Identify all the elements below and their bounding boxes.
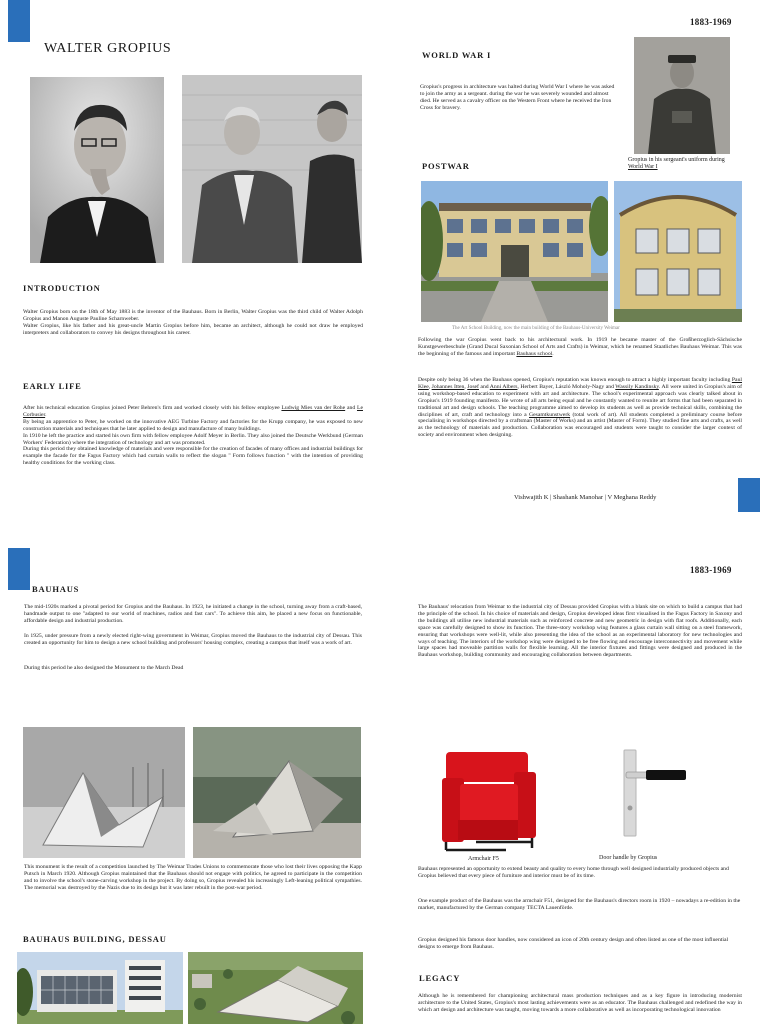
link-anni-albers[interactable]: Anni Albers [489,383,518,390]
door-handle-text: Gropius designed his famous door handles, now considered an icon of 20th century design and often listed as one of the most influential designs to emerge from Bauhaus. [418,937,729,950]
bauhaus-dessau-aerial-photo [188,952,363,1024]
uniform-photo-caption: Gropius in his sergeant's uniform during World War I [628,157,725,170]
world-war-text: Gropius's progress in architecture was halted during World War I where he was asked to join the army as a sergeant. during the war he was severely wounded and almost died. He served as a cavalry officer on the Western Front where he received the Iron Cross for bravery. [420,84,615,111]
years-label: 1883-1969 [690,17,732,27]
page-title: WALTER GROPIUS [44,41,172,56]
gropius-uniform-photo [634,37,730,154]
postwar-paragraph-1: Following the war Gropius went back to his architectural work. In 1919 he became master of the Großherzoglich-Sächsische Kunstgewerbeschule (Grand Ducal Saxonian School of Arts and Crafts) in Weimar, which he renamed Staatliches Bauhaus Weimar. This was the beginning of the famous and important Bauhaus school. [418,337,742,357]
page-gap [0,512,768,548]
gropius-portrait-photo [30,77,164,263]
building-photo-caption: The Art School Building, now the main building of the Bauhaus-University Weimar [452,326,620,331]
blue-tab-top-left [8,0,30,42]
link-gesamtkunstwerk[interactable]: Gesamtkunstwerk [529,411,571,418]
early-life-text [23,405,363,467]
legacy-heading: LEGACY [419,973,461,983]
early-life-paragraph: In 1910 he left the practice and started his own firm with fellow employee Adolf Meyer in Berlin. They also joined the Deutsche Werkbund (German Workers' Federation) where the integration of technology and art was promoted. [23,432,363,446]
bauhaus-text [24,604,362,675]
monument-photo-1 [23,727,185,858]
link-mies-van-der-rohe[interactable]: Ludwig Mies van der Rohe [281,405,346,411]
blue-tab-bottom-right [738,478,760,512]
author-credits: Vishwajith K | Shashank Manohar | V Meghana Reddy [514,494,657,501]
link-johannes-itten[interactable]: Johannes Itten [431,383,465,390]
early-life-paragraph: During this period they obtained knowledge of materials and were responsible for the creation of facades of many offices and industrial buildings for example the facade for the Fagus Factory which had curtain walls to reflect the slogan " Form follows function " with the intention of providing healthy conditions for the working class. [23,446,363,467]
gropius-with-colleague-photo [182,75,362,263]
dessau-text: The Bauhaus' relocation from Weimar to the industrial city of Dessau provided Gropius with a blank site on which to build a campus that had the principle of the school. In his choice of materials and design, Gropius developed ideas first visualised in the Fagus Factory in Saxony and the buildings all utilise new industrial materials such as reinforced concrete and new geometric in design with flat roofs. Additionally, each space was carefully designed to show its function. The three-story workshop wing features a glass curtain wall sitting on a steel framework, ensuring that workshops were well-lit, while also presenting the idea of the school as an experimental laboratory for new technologies and ways of teaching. The interiors of the workshop wing were designed to be free flowing and encourage interconnectivity and movement while large spaces had moveable partition walls for flexible learning. All the interior fixtures and fittings were designed and produced in the Bauhaus workshop, building community and encouraging collaboration between departments. [418,604,742,659]
early-life-paragraph: After his technical education Gropius joined Peter Behren's firm and worked closely with his fellow employee Ludwig Mies van der Rohe and Le Corbusier. [23,405,363,418]
armchair-text: One example product of the Bauhaus was the armchair F51, designed for the Bauhaus's directors room in 1920 – nowadays a re-edition in the market, manufactured by the German company TECTA Lauenförde. [418,898,741,911]
bauhaus-paragraph: The mid-1920s marked a pivotal period for Gropius and the Bauhaus. In 1923, he initiated a change in the school, turning away from a craft-based, handmade output to one "adapted to our world of machines, radios and fast cars". To achieve this aim, he placed a new focus on functionable, affordable design and industrial production. [24,604,362,624]
armchair-f5-photo [436,744,542,852]
link-josef[interactable]: Josef [467,383,479,390]
armchair-caption: Armchair F5 [468,856,499,862]
bauhaus-heading: BAUHAUS [32,584,80,594]
bauhaus-building-heading: BAUHAUS BUILDING, DESSAU [23,934,167,944]
early-life-heading: EARLY LIFE [23,381,82,391]
link-paul-klee[interactable]: Paul Klee [418,377,742,390]
legacy-text: Although he is remembered for championing architectural mass production techniques and as a key figure in introducing modernist architecture to the United States, Gropius's most lasting achievements were as an educator. The Bauhaus challenged and redefined the way in which art design and architecture was taught, moving towards a more collaborative as well as incorporating technological innovation [418,993,742,1013]
bauhaus-paragraph: During this period he also designed the Monument to the March Dead [24,664,184,671]
page-2 [0,548,768,1024]
postwar-paragraph-2: Despite only being 36 when the Bauhaus opened, Gropius's reputation was known enough to attract a highly important faculty including Paul Klee, Johannes Itten, Josef and Anni Albers, Herbert Bayer, László Moholy-Nagy and Wassily Kandinsky. All were united in Gropius's aim of using workshop-based education to experiment with art and architecture. The school's experimental approach was clearly talked about in Gropius's 1919 founding manifesto. He wrote of all arts being equal and he constantly wanted to reunite art forms that had been separated in traditional art and design schools. The teaching programme aimed to develop its students as well as provide technical skills, combining the disciplines of art, craft and technology into a Gesamtkunstwerk (total work of art). All students completed a preliminary course before specialising in workshops directed by a craftsman (Master of Works) and an artist (Master of Form). They studied fine arts and crafts, as well as the technology of materials and production. Collaboration was encouraged and students were taught to consider the larger context of society and environment when designing. [418,377,743,439]
link-wassily-kandinsky[interactable]: Wassily Kandinsky [615,383,659,390]
postwar-heading: POSTWAR [422,161,470,171]
door-handle-caption: Door handle by Gropius [599,855,658,861]
bauhaus-university-building-photo [614,181,742,322]
introduction-paragraph: Walter Gropius, like his father and his great-uncle Martin Gropius before him, became an architect, although he could not draw he employed interpreters and collaborators to convey his designs throughout his career. [23,322,363,336]
door-handle-photo [620,748,690,848]
blue-tab-top-left [8,548,30,590]
bauhaus-dessau-photo-1 [17,952,183,1024]
link-bauhaus-school[interactable]: Bauhaus school [516,350,553,357]
early-life-paragraph: By being an apprentice to Peter, he worked on the innovative AEG Turbine Factory and factories for the Krupp company, he was exposed to new construction materials and techniques that he later applied to design and manufacture of many buildings. [23,418,363,432]
introduction-paragraph: Walter Gropius born on the 18th of May 1883 is the inventor of the Bauhaus. Born in Berlin, Walter Gropius was the third child of Walter Adolph Gropius and Manon Auguste Pauline Scharnweber. [23,309,363,322]
monument-text: This monument is the result of a competition launched by The Weimar Trades Unions to commemorate those who lost their lives opposing the Kapp Putsch in March 1920. Although Gropius maintained that the Bauhaus should not engage with politics, he agreed to participate in the competition and to involve the school's stone-carving workshop in the project. By doing so, Gropius revealed his increasingly Left-leaning political sympathies. The memorial was destroyed by the Nazis due to its design but it was later rebuilt in the post-war period. [24,864,362,891]
monument-photo-2 [193,727,361,858]
art-school-building-photo [421,181,608,322]
product-text: Bauhaus represented an opportunity to extend beauty and quality to every home through well designed industrially produced objects and Gropius believed that every piece of furniture and interior must be of its time. [418,866,729,879]
world-war-heading: WORLD WAR I [422,50,492,60]
link-le-corbusier[interactable]: Le Corbusier [23,405,363,418]
bauhaus-paragraph: In 1925, under pressure from a newly elected right-wing government in Weimar, Gropius moved the Bauhaus to the industrial city of Dessau. This created an opportunity for him to design a new school building and professors' housing complex, creating a campus that itself was a work of art. [24,632,362,646]
introduction-text [23,309,363,341]
introduction-heading: INTRODUCTION [23,283,101,293]
years-label: 1883-1969 [690,565,732,575]
